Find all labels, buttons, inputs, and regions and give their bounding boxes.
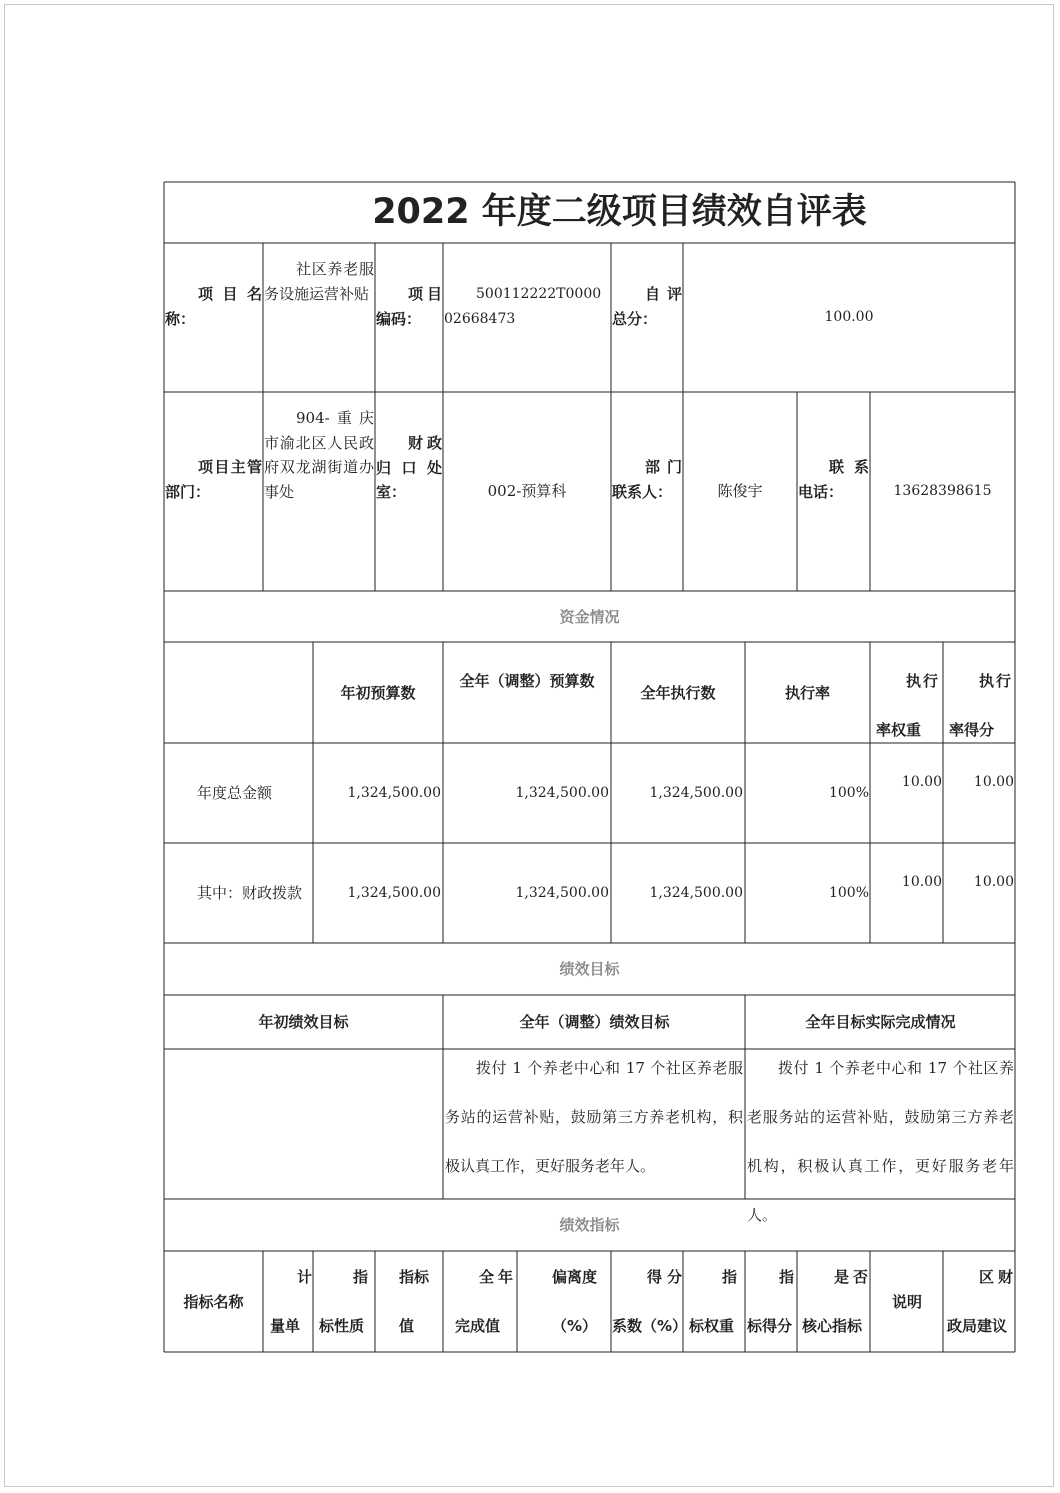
goals-section-header: 绩效目标 bbox=[559, 960, 620, 979]
project-name-label: 项目名称： bbox=[165, 285, 262, 328]
contact-label: 部门联系人： bbox=[612, 458, 682, 501]
goals-col-initial: 年初绩效目标 bbox=[258, 1013, 349, 1032]
phone-value: 13628398615 bbox=[893, 483, 992, 500]
ind-col-nature: 指标性质 bbox=[319, 1268, 369, 1335]
ind-col-completed: 全年完成值 bbox=[455, 1268, 513, 1335]
goals-adjusted-text: 拨付 1 个养老中心和 17 个社区养老服务站的运营补贴，鼓励第三方养老机构，积极认真工作，更好服务老年人。 bbox=[445, 1059, 743, 1175]
ind-col-name: 指标名称 bbox=[183, 1292, 244, 1311]
funds-row-fiscal-rate: 100% bbox=[828, 885, 869, 902]
ind-col-unit: 计量单 bbox=[270, 1268, 313, 1335]
finance-label: 财政归口处室： bbox=[376, 434, 442, 501]
funds-row-total-rate: 100% bbox=[828, 785, 869, 802]
funds-row-total-score: 10.00 bbox=[973, 774, 1014, 790]
funds-row-fiscal-adjusted: 1,324,500.00 bbox=[515, 885, 609, 902]
funds-row-fiscal-initial: 1,324,500.00 bbox=[347, 885, 441, 902]
ind-col-core: 是否核心指标 bbox=[802, 1268, 868, 1335]
ind-col-value: 指标值 bbox=[399, 1268, 430, 1335]
score-label: 自评总分： bbox=[612, 285, 682, 328]
goals-actual-text: 拨付 1 个养老中心和 17 个社区养老服务站的运营补贴，鼓励第三方养老机构，积极认真工作，更好服务老年人。 bbox=[747, 1059, 1014, 1224]
project-code-label: 项目编码： bbox=[376, 285, 442, 328]
dept-value: 904-重庆市渝北区人民政府双龙湖街道办事处 bbox=[264, 409, 374, 501]
funds-row-total-executed: 1,324,500.00 bbox=[649, 785, 743, 802]
ind-col-score: 指标得分 bbox=[747, 1268, 795, 1335]
score-value: 100.00 bbox=[824, 309, 874, 326]
ind-col-weight: 指标权重 bbox=[689, 1268, 738, 1335]
page-title: 2022 年度二级项目绩效自评表 bbox=[372, 192, 867, 233]
project-code-value: 500112222T000002668473 bbox=[444, 286, 602, 327]
goals-col-adjusted: 全年（调整）绩效目标 bbox=[519, 1013, 670, 1032]
phone-label: 联系电话： bbox=[798, 458, 869, 501]
funds-row-fiscal-score: 10.00 bbox=[973, 874, 1014, 890]
funds-col-executed: 全年执行数 bbox=[640, 683, 716, 702]
funds-col-adjusted: 全年（调整）预算数 bbox=[459, 672, 595, 690]
goals-col-actual: 全年目标实际完成情况 bbox=[805, 1013, 956, 1032]
funds-row-total-adjusted: 1,324,500.00 bbox=[515, 785, 609, 802]
ind-col-suggestion: 区财政局建议 bbox=[947, 1268, 1013, 1335]
funds-row-total-label: 年度总金额 bbox=[197, 784, 273, 803]
ind-col-note: 说明 bbox=[891, 1292, 922, 1311]
dept-label: 项目主管部门： bbox=[165, 458, 262, 501]
funds-row-fiscal-executed: 1,324,500.00 bbox=[649, 885, 743, 902]
finance-value: 002-预算科 bbox=[487, 482, 567, 501]
funds-col-rate: 执行率 bbox=[784, 683, 830, 702]
funds-row-fiscal-weight: 10.00 bbox=[901, 874, 942, 890]
ind-col-coefficient: 得分系数（%） bbox=[612, 1268, 688, 1335]
funds-row-total-weight: 10.00 bbox=[901, 774, 942, 790]
funds-col-score: 执行率得分 bbox=[949, 672, 1011, 739]
ind-col-deviation: 偏离度（%） bbox=[552, 1268, 598, 1335]
funds-col-weight: 执行率权重 bbox=[876, 672, 938, 739]
contact-value: 陈俊宇 bbox=[717, 482, 763, 501]
project-name-value: 社区养老服务设施运营补贴 bbox=[264, 260, 374, 303]
funds-col-initial: 年初预算数 bbox=[340, 683, 416, 702]
funds-row-fiscal-label: 其中：财政拨款 bbox=[197, 884, 303, 903]
funds-row-total-initial: 1,324,500.00 bbox=[347, 785, 441, 802]
funds-section-header: 资金情况 bbox=[559, 607, 620, 626]
indicators-section-header: 绩效指标 bbox=[559, 1216, 620, 1235]
